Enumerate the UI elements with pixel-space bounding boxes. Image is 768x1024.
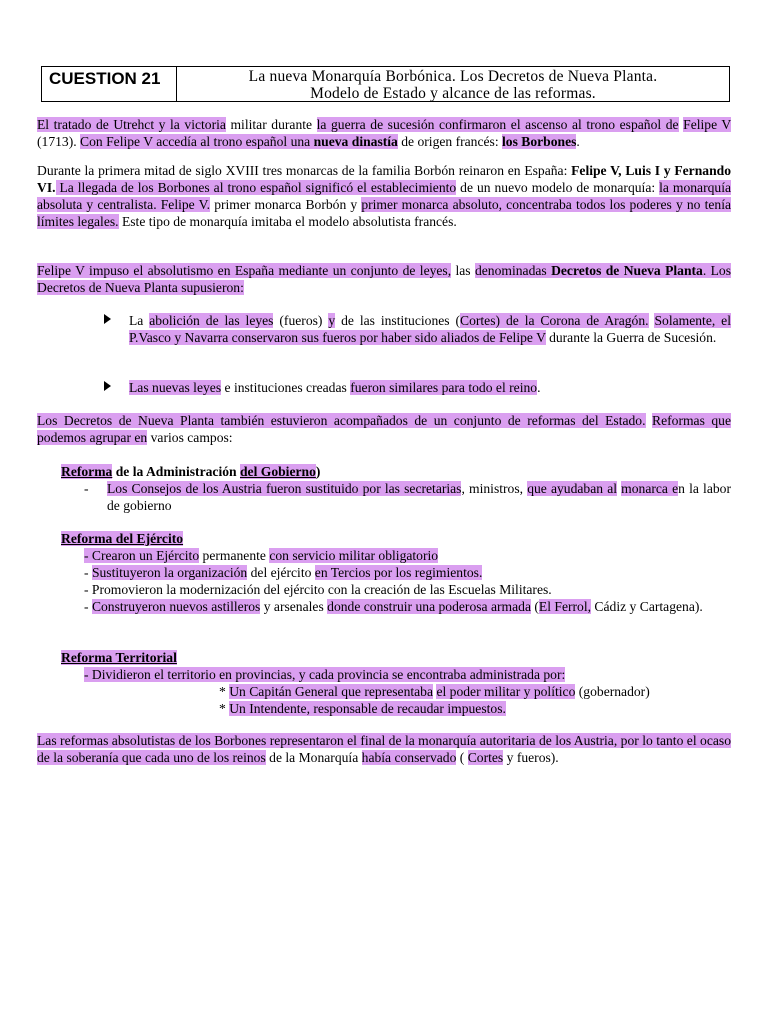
- title-line-2: Modelo de Estado y alcance de las reformas.: [310, 85, 596, 102]
- bullet-arrow-icon: [104, 314, 111, 324]
- paragraph-1: El tratado de Utrehct y la victoria militar durante la guerra de sucesión confirmaron el ascenso al trono español de Felipe V (1713). Con Felipe V accedía al trono español una nueva dinastía de origen francés: los Borbones.: [37, 117, 732, 149]
- reforma-ejercito-list: [84, 547, 731, 615]
- list-item: * Un Intendente, responsable de recaudar impuestos.: [219, 701, 506, 716]
- header-table: [41, 66, 730, 102]
- reforma-territorial-sublist: [219, 683, 650, 717]
- list-item: * Un Capitán General que representaba el poder militar y político (gobernador): [219, 684, 650, 699]
- list-item: - Construyeron nuevos astilleros y arsenales donde construir una poderosa armada (El Ferrol, Cádiz y Cartagena).: [84, 599, 703, 614]
- reforma-territorial-list: [84, 666, 565, 683]
- paragraph-4: Los Decretos de Nueva Planta también estuvieron acompañados de un conjunto de reformas del Estado. Reformas que podemos agrupar en varios campos:: [37, 413, 731, 445]
- dash-marker: -: [84, 481, 89, 496]
- paragraph-5: Las reformas absolutistas de los Borbones representaron el final de la monarquía autoritaria de los Austria, por lo tanto el ocaso de la soberanía que cada uno de los reinos de la Monarquía había conservado ( Cortes y fueros).: [37, 733, 731, 765]
- bullet-1: La abolición de las leyes (fueros) y de las instituciones (Cortes) de la Corona de Aragón. Solamente, el P.Vasco y Navarra conservaron sus fueros por haber sido aliados de Felipe V durante la Guerra de Sucesión.: [129, 313, 731, 345]
- list-item: - Promovieron la modernización del ejército con la creación de las Escuelas Militares.: [84, 582, 552, 597]
- reforma-ejercito-heading: Reforma del Ejército: [61, 531, 184, 546]
- list-item: - Dividieron el territorio en provincias, y cada provincia se encontraba administrada por:: [84, 667, 566, 682]
- paragraph-2: Durante la primera mitad de siglo XVIII tres monarcas de la familia Borbón reinaron en España: Felipe V, Luis I y Fernando VI. La llegada de los Borbones al trono español significó el establecimiento de un nuevo modelo de monarquía: la monarquía absoluta y centralista. Felipe V. primer monarca Borbón y primer monarca absoluto, concentraba todos los poderes y no tenía límites legales. Este tipo de monarquía imitaba el modelo absolutista francés.: [37, 163, 732, 229]
- list-item: - Crearon un Ejército permanente con servicio militar obligatorio: [84, 548, 439, 563]
- question-title: [177, 67, 729, 101]
- question-number: CUESTION 21: [42, 67, 177, 101]
- bullet-arrow-icon: [104, 381, 111, 391]
- paragraph-3: Felipe V impuso el absolutismo en España mediante un conjunto de leyes, las denominadas Decretos de Nueva Planta. Los Decretos de Nueva Planta supusieron:: [37, 263, 731, 295]
- reforma-gobierno-heading: Reforma de la Administración del Gobierno): [61, 464, 321, 479]
- bullet-2: Las nuevas leyes e instituciones creadas fueron similares para todo el reino.: [129, 380, 541, 395]
- reforma-gobierno-item: Los Consejos de los Austria fueron sustituido por las secretarias, ministros, que ayudaban al monarca en la labor de gobierno: [107, 481, 731, 513]
- reforma-territorial-heading: Reforma Territorial: [61, 650, 177, 665]
- title-line-1: La nueva Monarquía Borbónica. Los Decretos de Nueva Planta.: [248, 68, 658, 85]
- list-item: - Sustituyeron la organización del ejército en Tercios por los regimientos.: [84, 565, 483, 580]
